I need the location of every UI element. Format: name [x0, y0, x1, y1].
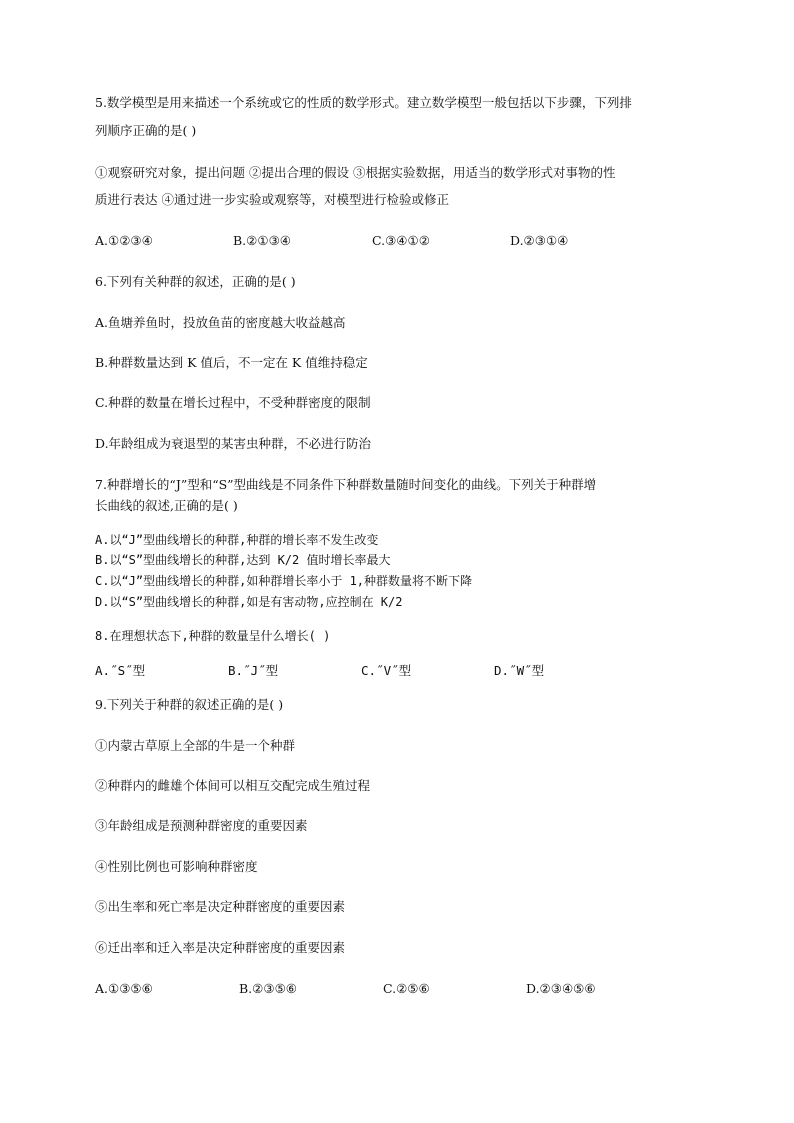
q9-option-c: C.②⑤⑥	[383, 981, 430, 996]
q9-option-d: D.②③④⑤⑥	[526, 981, 596, 996]
q9-statement-3: ③年龄组成是预测种群密度的重要因素	[95, 818, 308, 833]
q7-option-a: A.以“J”型曲线增长的种群,种群的增长率不发生改变	[95, 533, 379, 547]
q5-option-b: B.②①③④	[233, 233, 291, 248]
q5-stem-line1: 5.数学模型是用来描述一个系统或它的性质的数学形式。建立数学模型一般包括以下步骤，下列排	[95, 95, 632, 110]
q7-option-c: C.以“J”型曲线增长的种群,如种群增长率小于 1,种群数量将不断下降	[95, 574, 473, 588]
q5-option-d: D.②③①④	[510, 233, 569, 248]
q8-stem: 8.在理想状态下,种群的数量呈什么增长( )	[95, 629, 331, 643]
q9-statement-6: ⑥迁出率和迁入率是决定种群密度的重要因素	[95, 940, 346, 955]
q8-option-b: B.˝J˝型	[228, 663, 279, 678]
q8-option-d: D.˝W˝型	[494, 663, 545, 678]
q7-option-d: D.以“S”型曲线增长的种群,如是有害动物,应控制在 K/2	[95, 595, 403, 609]
q9-statement-2: ②种群内的雌雄个体间可以相互交配完成生殖过程	[95, 778, 371, 793]
q9-statement-1: ①内蒙古草原上全部的牛是一个种群	[95, 738, 296, 753]
q6-option-a: A.鱼塘养鱼时，投放鱼苗的密度越大收益越高	[95, 315, 346, 330]
q9-statement-4: ④性别比例也可影响种群密度	[95, 859, 258, 874]
q5-stem-line2: 列顺序正确的是( )	[95, 123, 197, 138]
q6-option-b: B.种群数量达到 K 值后，不一定在 K 值维持稳定	[95, 355, 368, 370]
q8-option-a: A.˝S˝型	[95, 663, 146, 678]
q5-steps-line2: 质进行表达 ④通过进一步实验或观察等，对模型进行检验或修正	[95, 192, 449, 207]
q6-option-d: D.年龄组成为衰退型的某害虫种群，不必进行防治	[95, 436, 372, 451]
q5-option-c: C.③④①②	[372, 233, 430, 248]
q8-option-c: C.˝V˝型	[361, 663, 412, 678]
q5-steps-line1: ①观察研究对象，提出问题 ②提出合理的假设 ③根据实验数据，用适当的数学形式对事物的性	[95, 165, 616, 180]
q9-stem: 9.下列关于种群的叙述正确的是( )	[95, 697, 284, 712]
q7-stem-line1: 7.种群增长的“J”型和“S”型曲线是不同条件下种群数量随时间变化的曲线。下列关于种群增	[95, 477, 597, 492]
q9-option-a: A.①③⑤⑥	[95, 981, 153, 996]
q9-option-b: B.②③⑤⑥	[239, 981, 297, 996]
q6-option-c: C.种群的数量在增长过程中，不受种群密度的限制	[95, 395, 371, 410]
q7-stem-line2: 长曲线的叙述,正确的是( )	[95, 498, 238, 513]
q9-statement-5: ⑤出生率和死亡率是决定种群密度的重要因素	[95, 899, 346, 914]
q6-stem: 6.下列有关种群的叙述，正确的是( )	[95, 274, 296, 289]
q7-option-b: B.以“S”型曲线增长的种群,达到 K/2 值时增长率最大	[95, 553, 391, 567]
q5-option-a: A.①②③④	[95, 233, 153, 248]
